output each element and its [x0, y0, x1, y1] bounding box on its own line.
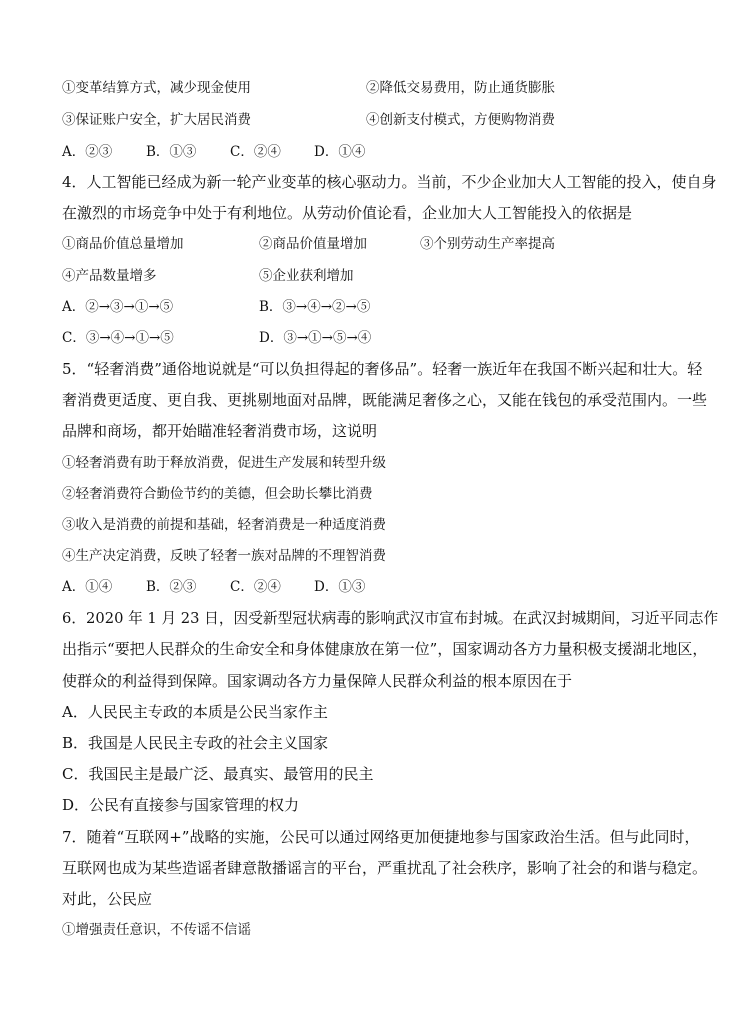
q7-stem-line-2: 互联网也成为某些造谣者肆意散播谣言的平台，严重扰乱了社会秩序，影响了社会的和谐与稳定。 [62, 859, 708, 877]
q4-option-b: B．③→④→②→⑤ [259, 299, 371, 315]
q3-statement-1: ①变革结算方式，减少现金使用 [62, 80, 251, 96]
q4-statement-3: ③个别劳动生产率提高 [420, 236, 555, 252]
q7-stem-line-3: 对此，公民应 [62, 890, 153, 908]
q4-stem-line-1: 4．人工智能已经成为新一轮产业变革的核心驱动力。当前，不少企业加大人工智能的投入，使自身 [62, 173, 717, 191]
q3-option-b: B．①③ [146, 144, 197, 160]
q5-stem-line-3: 品牌和商场，都开始瞄准轻奢消费市场，这说明 [62, 422, 378, 440]
q5-statement-2: ②轻奢消费符合勤俭节约的美德，但会助长攀比消费 [62, 486, 373, 502]
q6-option-d: D．公民有直接参与国家管理的权力 [62, 796, 300, 814]
q3-statement-2: ②降低交易费用，防止通货膨胀 [366, 80, 555, 96]
q4-statement-5: ⑤企业获利增加 [259, 268, 354, 284]
q6-stem-line-2: 出指示“要把人民群众的生命安全和身体健康放在第一位”，国家调动各方力量积极支援湖北地区， [62, 640, 708, 658]
q3-option-c: C．②④ [230, 144, 281, 160]
q6-stem-line-1: 6．2020 年 1 月 23 日，因受新型冠状病毒的影响武汉市宣布封城。在武汉封城期间，习近平同志作 [62, 609, 719, 627]
q4-option-d: D．③→①→⑤→④ [259, 330, 372, 346]
q5-stem-line-2: 奢消费更适度、更自我、更挑剔地面对品牌，既能满足奢侈之心，又能在钱包的承受范围内。一些 [62, 391, 708, 409]
q3-statement-4: ④创新支付模式，方便购物消费 [366, 112, 555, 128]
q5-option-c: C．②④ [230, 579, 281, 595]
q7-stem-line-1: 7．随着“互联网+”战略的实施，公民可以通过网络更加便捷地参与国家政治生活。但与此同时， [62, 828, 700, 846]
q6-option-a: A．人民民主专政的本质是公民当家作主 [62, 703, 328, 721]
q4-statement-4: ④产品数量增多 [62, 268, 157, 284]
q5-statement-3: ③收入是消费的前提和基础，轻奢消费是一种适度消费 [62, 517, 386, 533]
q5-option-b: B．②③ [146, 579, 197, 595]
q4-option-a: A．②→③→①→⑤ [62, 299, 174, 315]
q4-statement-1: ①商品价值总量增加 [62, 236, 184, 252]
q4-statement-2: ②商品价值量增加 [259, 236, 367, 252]
q5-option-a: A．①④ [62, 579, 113, 595]
q5-option-d: D．①③ [314, 579, 366, 595]
q6-stem-line-3: 使群众的利益得到保障。国家调动各方力量保障人民群众利益的根本原因在于 [62, 672, 573, 690]
q4-stem-line-2: 在激烈的市场竞争中处于有利地位。从劳动价值论看，企业加大人工智能投入的依据是 [62, 204, 633, 222]
q7-statement-1: ①增强责任意识，不传谣不信谣 [62, 922, 251, 938]
q5-statement-4: ④生产决定消费，反映了轻奢一族对品牌的不理智消费 [62, 548, 386, 564]
q6-option-b: B．我国是人民民主专政的社会主义国家 [62, 734, 329, 752]
q6-option-c: C．我国民主是最广泛、最真实、最管用的民主 [62, 765, 374, 783]
q5-stem-line-1: 5．“轻奢消费”通俗地说就是“可以负担得起的奢侈品”。轻奢一族近年在我国不断兴起和壮大。轻 [62, 360, 703, 378]
q3-statement-3: ③保证账户安全，扩大居民消费 [62, 112, 251, 128]
q3-option-a: A．②③ [62, 144, 113, 160]
q4-option-c: C．③→④→①→⑤ [62, 330, 174, 346]
q3-option-d: D．①④ [314, 144, 366, 160]
q5-statement-1: ①轻奢消费有助于释放消费，促进生产发展和转型升级 [62, 455, 386, 471]
